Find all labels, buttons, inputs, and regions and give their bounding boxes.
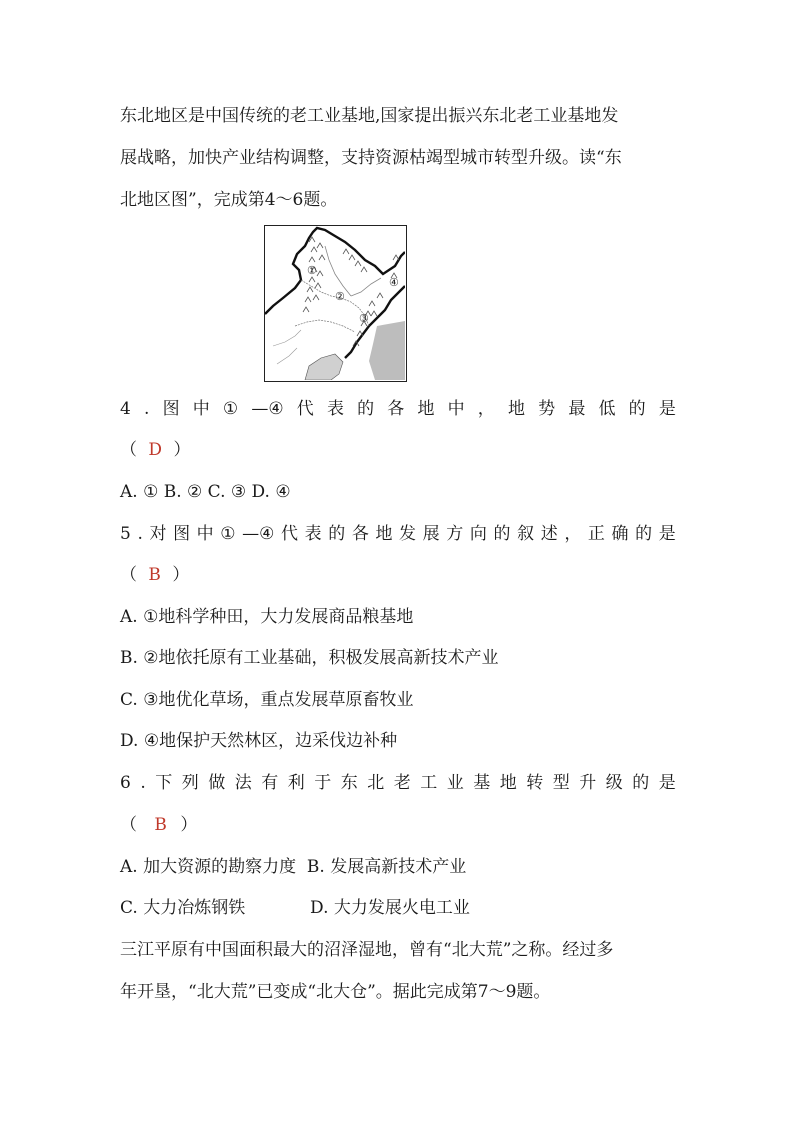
q5-answer-open: （: [120, 565, 137, 585]
intro2-line-1: 三江平原有中国面积最大的沼泽湿地，曾有“北大荒”之称。经过多: [120, 940, 614, 960]
intro1-line-3: 北地区图”，完成第4～6题。: [120, 190, 338, 210]
marker-3: ③: [359, 312, 369, 325]
map-drawing: [265, 226, 405, 380]
q5-option-c: C. ③地优化草场，重点发展草原畜牧业: [120, 690, 414, 710]
q4-answer: D: [148, 440, 163, 460]
q4-options: A. ① B. ② C. ③ D. ④: [120, 482, 291, 502]
q5-option-d: D. ④地保护天然林区，边采伐边补种: [120, 731, 398, 751]
marker-1: ①: [307, 264, 317, 277]
q4-answer-line: [120, 438, 190, 462]
intro1-line-1: 东北地区是中国传统的老工业基地,国家提出振兴东北老工业基地发: [120, 106, 619, 126]
q4-answer-open: （: [120, 440, 137, 460]
q6-options-cd: C. 大力冶炼钢铁 D. 大力发展火电工业: [120, 898, 470, 918]
q5-stem: 5 . 对 图 中 ① —④ 代 表 的 各 地 发 展 方 向 的 叙 述 ， 正 确 的 是: [120, 524, 676, 544]
q6-answer-close: ）: [180, 815, 198, 835]
q5-option-b: B. ②地依托原有工业基础，积极发展高新技术产业: [120, 648, 499, 668]
q5-option-a: A. ①地科学种田，大力发展商品粮基地: [120, 607, 414, 627]
q6-answer-line: [120, 813, 197, 837]
marker-2: ②: [335, 290, 345, 303]
q5-answer: B: [148, 565, 161, 585]
intro2-line-2: 年开垦，“北大荒”已变成“北大仓”。据此完成第7～9题。: [120, 982, 551, 1002]
q4-answer-close: ）: [173, 440, 191, 460]
intro1-line-2: 展战略，加快产业结构调整，支持资源枯竭型城市转型升级。读“东: [120, 148, 622, 168]
q6-stem: 6 . 下 列 做 法 有 利 于 东 北 老 工 业 基 地 转 型 升 级 的 是: [120, 773, 676, 793]
q4-stem: 4 . 图 中 ① —④ 代 表 的 各 地 中 ， 地 势 最 低 的 是: [120, 399, 676, 419]
q5-answer-close: ）: [172, 565, 190, 585]
q6-answer-open: （: [120, 815, 137, 835]
q6-answer: B: [154, 815, 167, 835]
northeast-map: [264, 225, 407, 382]
q5-answer-line: [120, 563, 189, 587]
marker-4: ④: [389, 276, 399, 289]
q6-options-ab: A. 加大资源的勘察力度 B. 发展高新技术产业: [120, 857, 467, 877]
